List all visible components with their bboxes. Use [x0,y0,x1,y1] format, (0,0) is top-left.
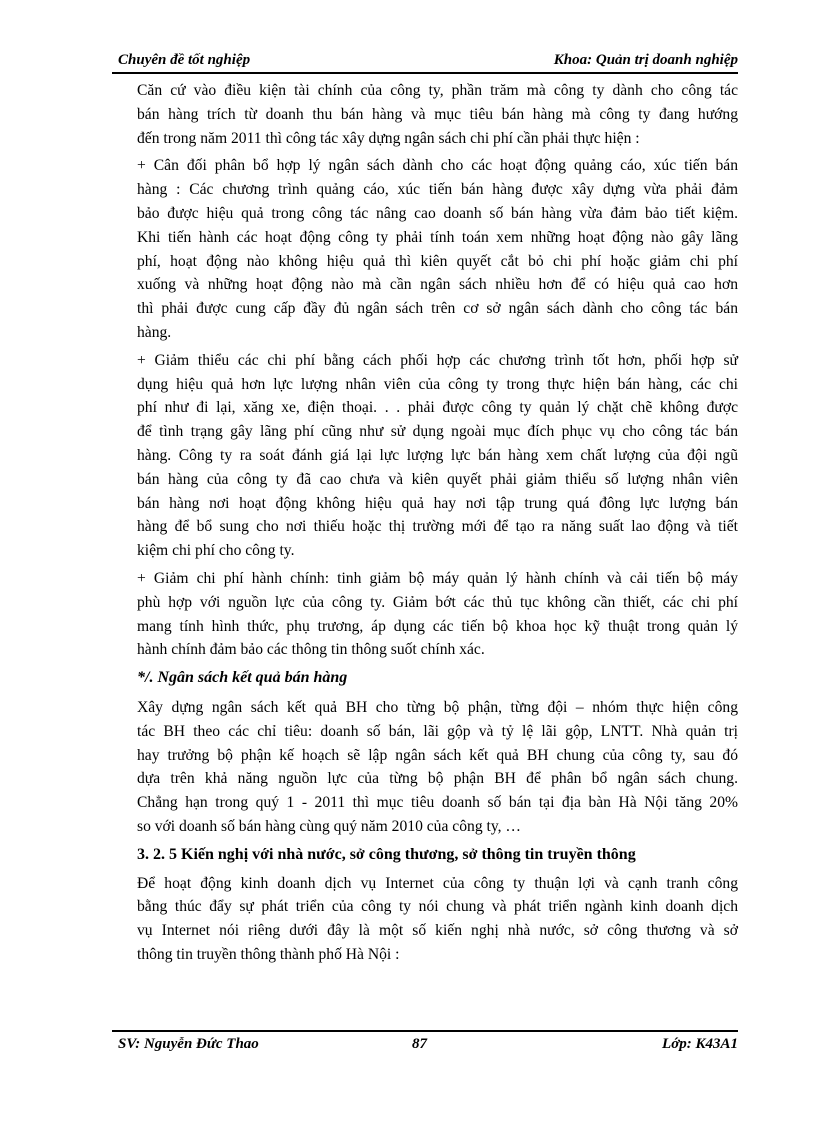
text-line: Xây dựng ngân sách kết quả BH cho từng bộ phận, từng đội – nhóm thực hiện công [137,698,738,716]
text-line: kiệm chi phí cho công ty. [137,542,295,560]
paragraph [137,79,738,150]
header-rule [112,72,738,74]
text-line: + Giảm chi phí hành chính: tinh giảm bộ máy quản lý hành chính và cải tiến bộ máy [137,569,738,587]
page-footer [112,1036,738,1056]
text-line: bán hàng của công ty đã cao chưa và kiên quyết phải giảm thiểu số lượng nhân viên [137,470,738,488]
text-line: tác BH theo các chỉ tiêu: doanh số bán, lãi gộp và tỷ lệ lãi gộp, LNTT. Nhà quản trị [137,722,738,740]
footer-class: Lớp: K43A1 [662,1036,738,1052]
text-line: hàng : Các chương trình quảng cáo, xúc tiến bán hàng được xây dựng vừa phải đảm [137,181,738,199]
text-line: hay trưởng bộ phận kế hoạch sẽ lập ngân sách kết quả BH chung của công ty, sau đó [137,746,738,764]
paragraph-group-1 [137,79,738,662]
text-line: dụng hiệu quả hơn lực lượng nhân viên của công ty trong thực hiện bán hàng, các chi [137,375,738,393]
text-line: Để hoạt động kinh doanh dịch vụ Internet của công ty thuận lợi và cạnh tranh công [137,874,738,892]
text-line: dựa trên khả năng nguồn lực của từng bộ phận BH để phân bổ ngân sách chung. [137,770,738,788]
text-line: bán hàng trích từ doanh thu bán hàng và mục tiêu bán hàng mà công ty đang hướng [137,105,738,123]
text-line: phù hợp với nguồn lực của công ty. Giảm bớt các thủ tục không cần thiết, các chi phí [137,593,738,611]
text-line: + Cân đối phân bổ hợp lý ngân sách dành cho các hoạt động quảng cáo, xúc tiến bán [137,157,738,175]
section-heading: 3. 2. 5 Kiến nghị với nhà nước, sở công thương, sở thông tin truyền thông [137,845,636,863]
text-line: thông tin truyền thông thành phố Hà Nội : [137,945,400,963]
text-line: Khi tiến hành các hoạt động công ty phải tính toán xem những hoạt động nào gây lãng [137,228,738,246]
text-line: vụ Internet nói riêng dưới đây là một số kiến nghị nhà nước, sở công thương và sở [137,922,738,940]
text-line: bảo được hiệu quả trong công tác nâng cao doanh số bán hàng vừa đảm bảo tiết kiệm. [137,204,738,222]
footer-rule [112,1030,738,1032]
paragraph [137,872,738,967]
paragraph [137,567,738,662]
text-line: xuống và những hoạt động nào mà cần ngân sách nhiều hơn để có hiệu quả cao hơn [137,276,738,294]
text-line: phí, hoạt động nào không hiệu quả thì kiên quyết cắt bỏ chi phí hoặc giảm chi phí [137,252,738,270]
footer-student: SV: Nguyễn Đức Thao [118,1036,259,1052]
subheading: */. Ngân sách kết quả bán hàng [137,669,348,687]
text-line: hành chính đảm bảo các thông tin thông suốt chính xác. [137,641,485,659]
text-line: bán hàng nơi hoạt động không hiệu quả hay nơi tập trung quá đông lực lượng bán [137,494,738,512]
text-line: hàng. Công ty ra soát đánh giá lại lực lượng lực bán hàng xem chất lượng của đội ngũ [137,446,738,464]
header-left: Chuyên đề tốt nghiệp [118,52,251,68]
text-line: để tình trạng gây lãng phí cũng như sử dụng ngoài mục đích phục vụ cho công tác bán [137,423,738,441]
text-line: Chẳng hạn trong quý 1 - 2011 thì mục tiêu doanh số bán tại địa bàn Hà Nội tăng 20% [137,794,738,812]
paragraph-group-3 [137,872,738,967]
page-header [112,52,738,72]
paragraph [137,154,738,344]
paragraph-group-2 [137,696,738,839]
page-body [137,79,738,971]
text-line: hàng để bổ sung cho nơi thiếu hoặc thị trường mới để tạo ra năng suất lao động và tiết [137,518,738,536]
text-line: so với doanh số bán hàng cùng quý năm 2010 của công ty, … [137,817,522,835]
paragraph [137,349,738,563]
text-line: mang tính hình thức, phụ trương, áp dụng các tiến bộ khoa học kỹ thuật trong quản lý [137,617,738,635]
text-line: phí như đi lại, xăng xe, điện thoại. . . phải được công ty quản lý chặt chẽ không được [137,399,738,417]
page-number: 87 [412,1036,427,1052]
text-line: bằng thúc đẩy sự phát triển của công ty nói chung và phát triển ngành kinh doanh dịch [137,898,738,916]
text-line: thì phải được cung cấp đầy đủ ngân sách trên cơ sở ngân sách dành cho công tác bán [137,300,738,318]
text-line: đến trong năm 2011 thì công tác xây dựng ngân sách chi phí cần phải thực hiện : [137,129,640,147]
text-line: + Giảm thiểu các chi phí bằng cách phối hợp các chương trình tốt hơn, phối hợp sử [137,351,738,369]
paragraph [137,696,738,839]
text-line: Căn cứ vào điều kiện tài chính của công ty, phần trăm mà công ty dành cho công tác [137,82,738,99]
text-line: hàng. [137,323,172,341]
header-right: Khoa: Quản trị doanh nghiệp [553,52,738,68]
